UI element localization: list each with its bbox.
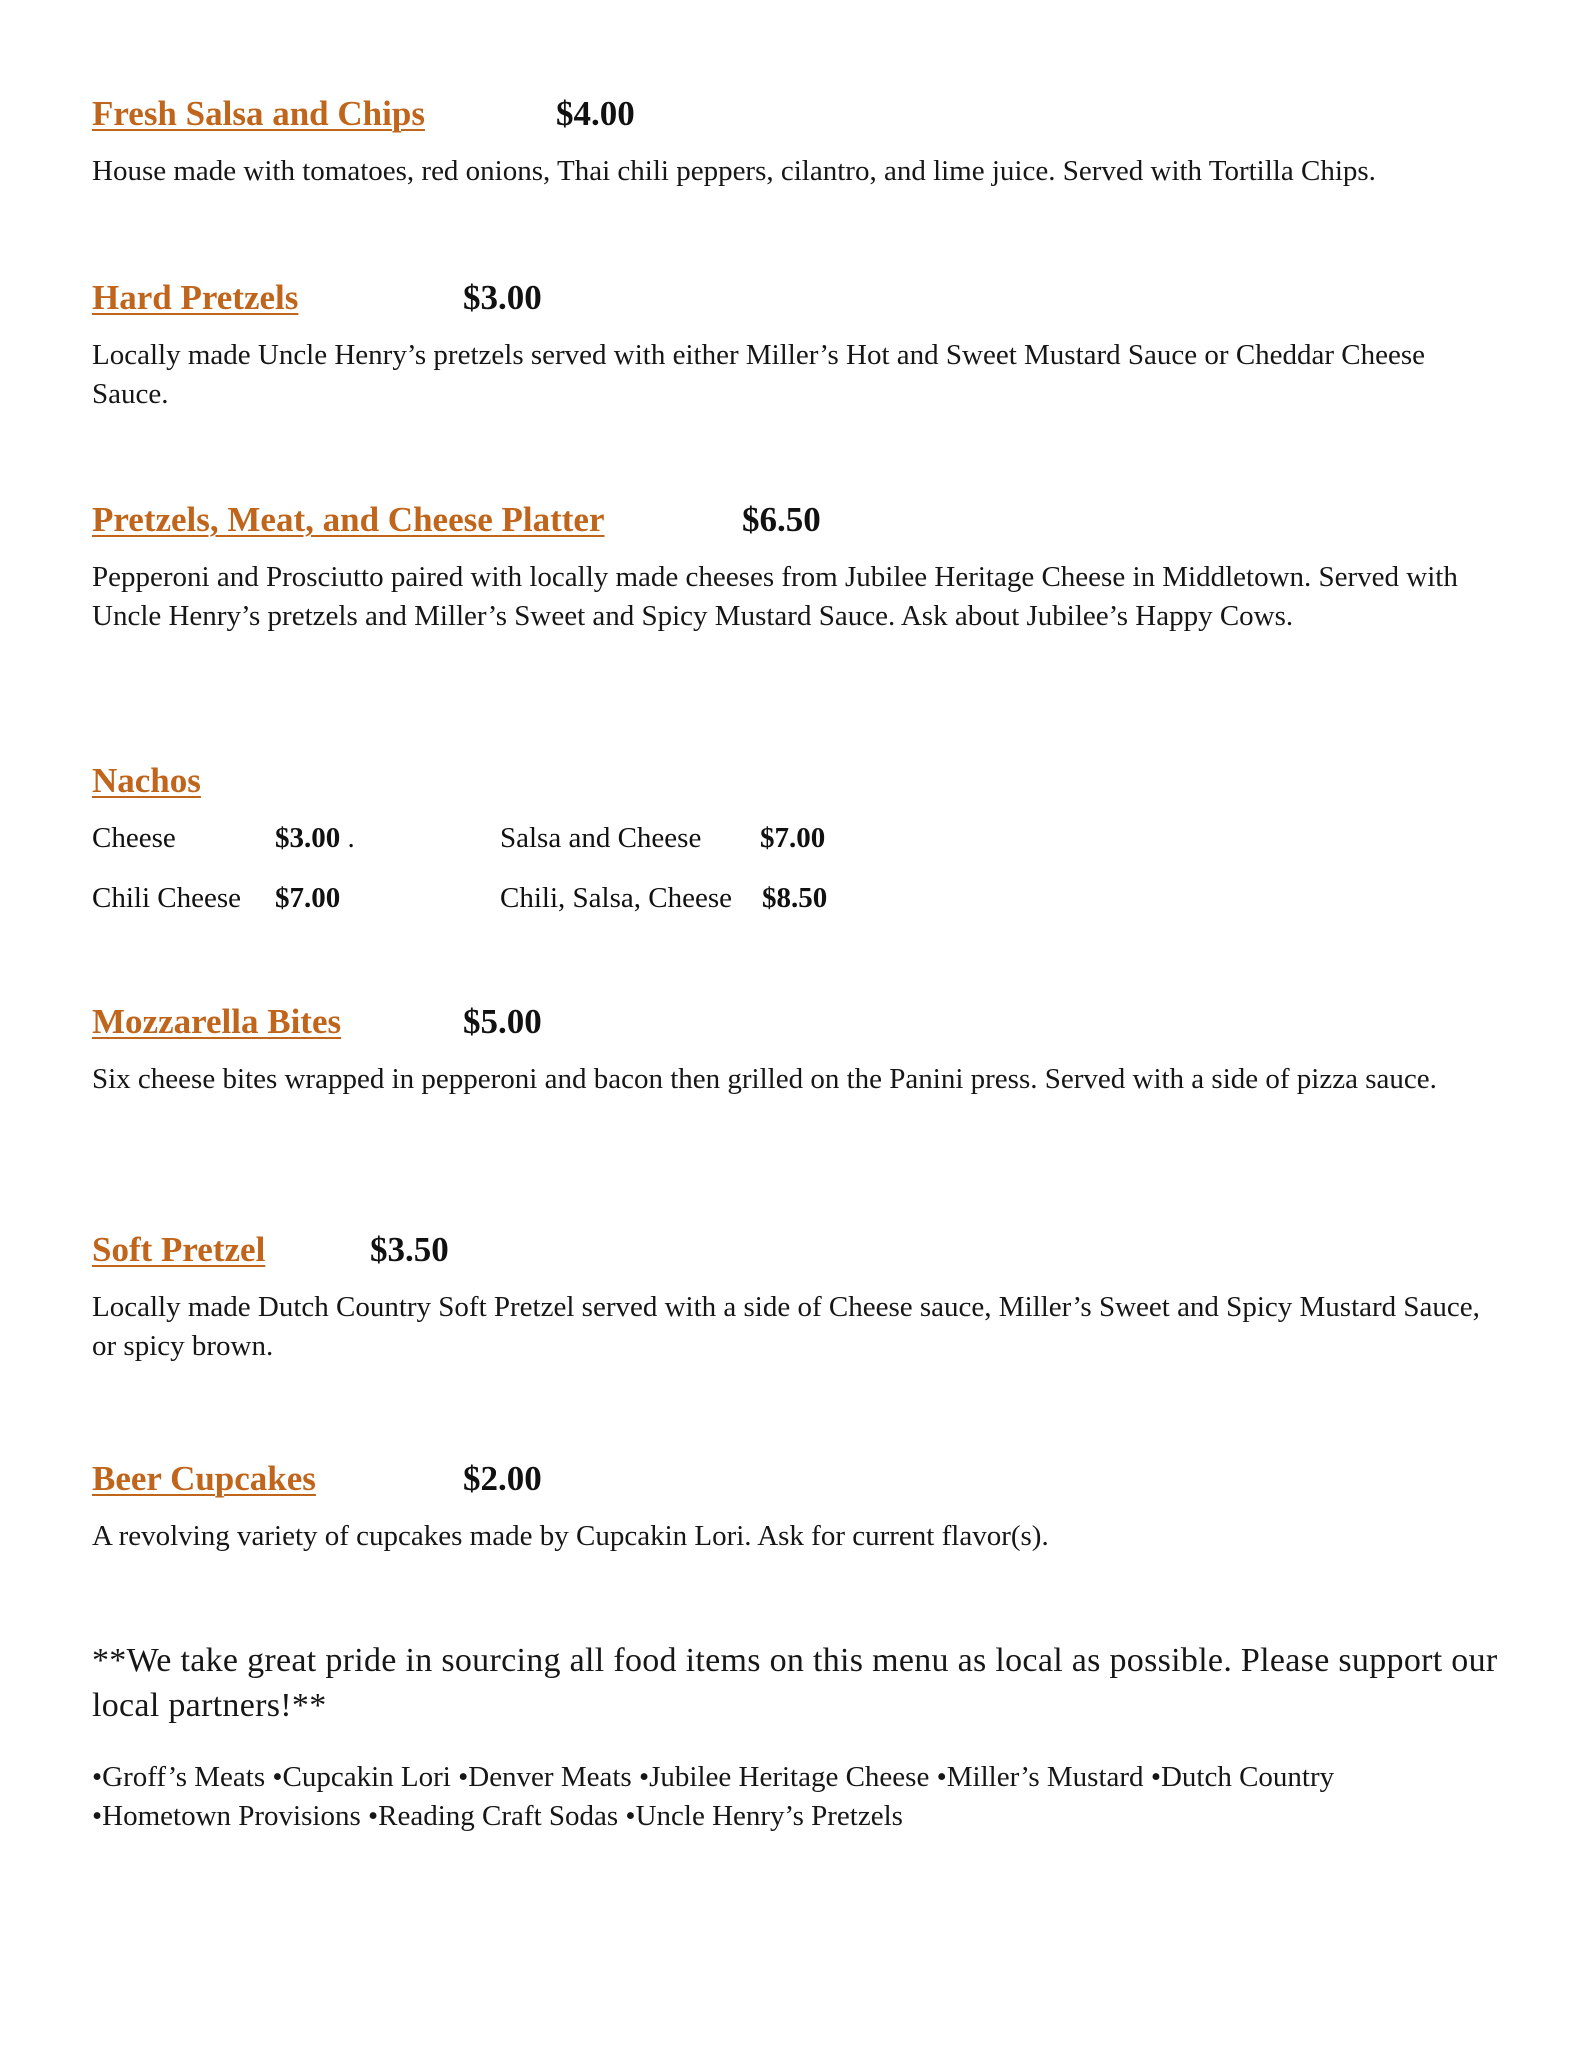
menu-item-title: Fresh Salsa and Chips [92,94,425,133]
menu-item-header [92,1228,1512,1272]
menu-item-header [92,276,1512,320]
menu-item-price: $6.50 [742,500,821,539]
menu-item-header [92,759,1512,803]
menu-item-price: $3.50 [370,1230,449,1269]
menu-item-beer-cupcakes [92,1457,1512,1556]
partner-item: •Jubilee Heritage Cheese [638,1761,930,1793]
menu-item-description: A revolving variety of cupcakes made by Cupcakin Lori. Ask for current flavor(s). [92,1520,1049,1552]
menu-item-price: $5.00 [463,1002,542,1041]
menu-item-title: Pretzels, Meat, and Cheese Platter [92,500,605,539]
menu-item-soft-pretzel [92,1228,1512,1366]
partner-item: •Uncle Henry’s Pretzels [625,1800,903,1832]
menu-item-price: $2.00 [463,1459,542,1498]
partner-item: •Hometown Provisions [92,1800,361,1832]
partner-item: •Groff’s Meats [92,1761,266,1793]
partner-item: •Dutch Country [1150,1761,1335,1793]
menu-item-title: Hard Pretzels [92,278,299,317]
nacho-option-name: Chili Cheese [92,882,242,914]
nacho-option-price: $3.00 [275,822,341,854]
menu-item-description: Six cheese bites wrapped in pepperoni and bacon then grilled on the Panini press. Served with a side of pizza sauce. [92,1063,1437,1095]
menu-item-description: House made with tomatoes, red onions, Thai chili peppers, cilantro, and lime juice. Served with Tortilla Chips. [92,155,1376,187]
nacho-options [92,819,1512,919]
nacho-option-name: Cheese [92,822,176,854]
menu-item-fresh-salsa [92,92,1512,191]
partner-item: •Miller’s Mustard [936,1761,1144,1793]
nacho-option-price: $7.00 [760,822,826,854]
menu-page [92,0,1512,2048]
nacho-option-price: $8.50 [762,882,828,914]
menu-item-mozzarella-bites [92,1000,1512,1099]
partner-item: •Cupcakin Lori [272,1761,451,1793]
nacho-option-suffix: . [340,822,355,854]
menu-item-description: Locally made Uncle Henry’s pretzels served with either Miller’s Hot and Sweet Mustard Sauce or Cheddar Cheese Sauce. [92,339,1426,410]
menu-item-header [92,1000,1512,1044]
partner-item: •Reading Craft Sodas [368,1800,619,1832]
nacho-option-name: Salsa and Cheese [500,822,702,854]
menu-item-header [92,498,1512,542]
partner-item: •Denver Meats [458,1761,632,1793]
menu-item-description: Locally made Dutch Country Soft Pretzel served with a side of Cheese sauce, Miller’s Sweet and Spicy Mustard Sauce, or spicy brown. [92,1291,1480,1362]
menu-item-hard-pretzels [92,276,1512,414]
menu-item-price: $3.00 [463,278,542,317]
menu-item-nachos [92,759,1512,919]
menu-item-title: Soft Pretzel [92,1230,266,1269]
menu-item-title: Beer Cupcakes [92,1459,316,1498]
nacho-option-name: Chili, Salsa, Cheese [500,882,732,914]
nacho-option-price-wrap [275,819,355,858]
menu-item-price: $4.00 [556,94,635,133]
nacho-option-price: $7.00 [275,882,341,914]
local-sourcing-note: **We take great pride in sourcing all food items on this menu as local as possible. Please support our local partners!** [92,1642,1498,1724]
local-partners-list [92,1758,1512,1836]
menu-item-header [92,92,1512,136]
menu-item-description: Pepperoni and Prosciutto paired with locally made cheeses from Jubilee Heritage Cheese in Middletown. Served with Uncle Henry’s pretzels and Miller’s Sweet and Spicy Mustard Sauce. Ask about Jubilee’s Happy Cows. [92,561,1458,632]
menu-item-title: Mozzarella Bites [92,1002,342,1041]
menu-item-title: Nachos [92,761,201,800]
menu-item-platter [92,498,1512,636]
menu-item-header [92,1457,1512,1501]
